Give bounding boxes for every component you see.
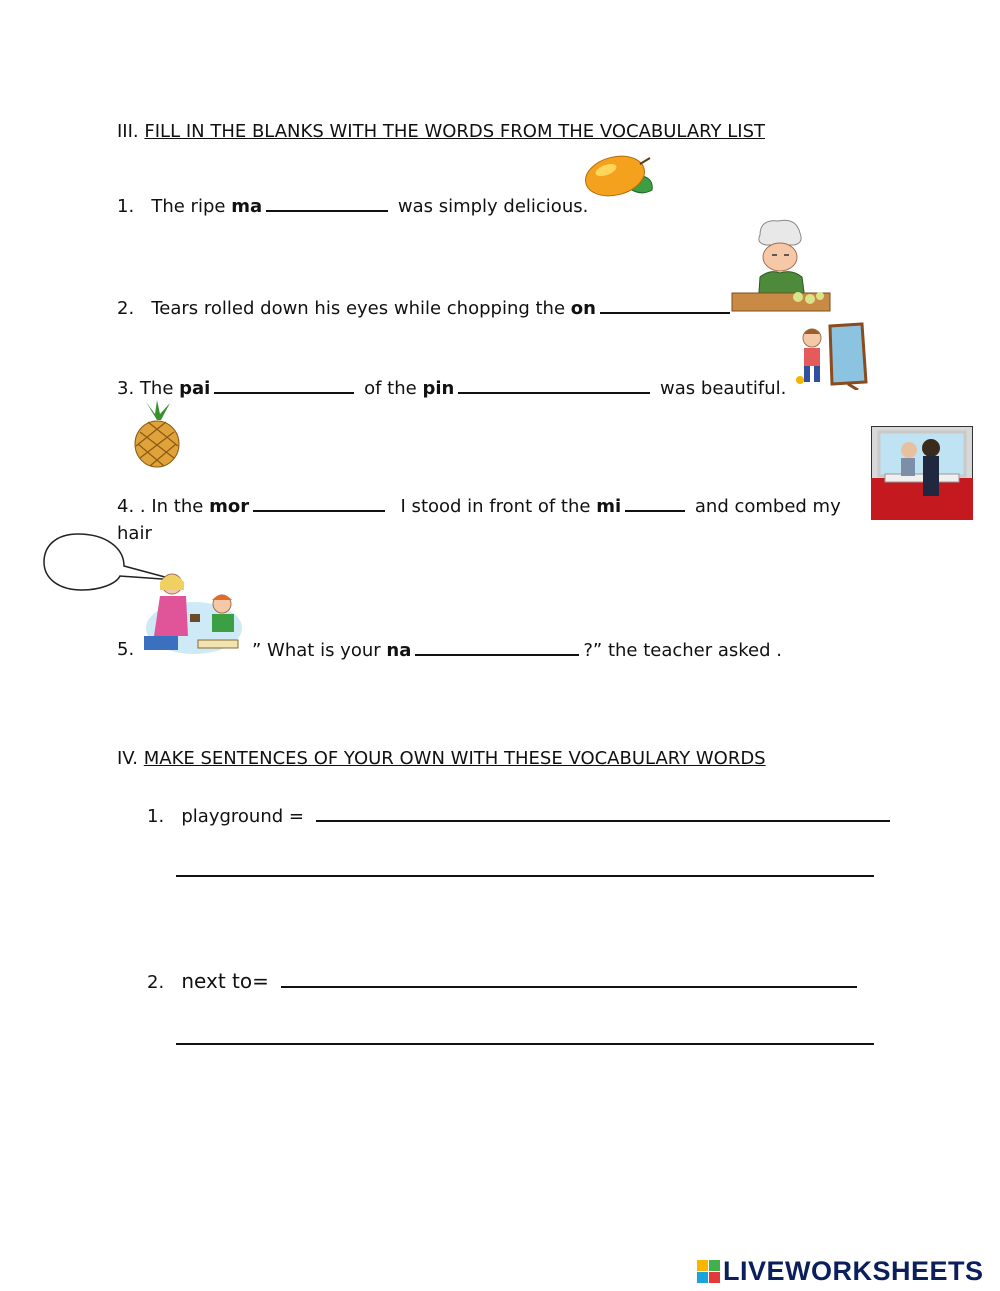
teacher-image xyxy=(140,570,248,658)
item-4-continuation: hair xyxy=(117,523,152,544)
item-1: 1. The ripe ma was simply delicious. xyxy=(117,196,589,217)
blank-mango[interactable] xyxy=(266,194,388,212)
section-4-numeral: IV. xyxy=(117,748,139,769)
sentence-1-line-2[interactable] xyxy=(176,875,874,877)
blank-morning[interactable] xyxy=(253,494,385,512)
item-5: 5. xyxy=(117,639,135,660)
section-4-title: MAKE SENTENCES OF YOUR OWN WITH THESE VOCABULARY WORDS xyxy=(143,748,766,769)
item-1-number: 1. xyxy=(117,196,135,217)
section-3-numeral: III. xyxy=(117,121,139,142)
sentence-2-line-1[interactable] xyxy=(281,968,857,988)
mango-image xyxy=(580,150,660,210)
pineapple-image xyxy=(128,400,186,468)
mirror-image xyxy=(871,426,973,520)
liveworksheets-logo xyxy=(697,1255,984,1287)
sentence-1-line-1[interactable] xyxy=(316,802,890,822)
item-4: 4. . In the mor I stood in front of the mi and combed my xyxy=(117,496,841,517)
section-3-title: FILL IN THE BLANKS WITH THE WORDS FROM THE VOCABULARY LIST xyxy=(144,121,765,142)
painting-image xyxy=(792,322,870,390)
blank-painting[interactable] xyxy=(214,376,354,394)
blank-onion[interactable] xyxy=(600,296,730,314)
chopping-onion-image xyxy=(730,215,832,315)
logo-text: LIVEWORKSHEETS xyxy=(723,1255,984,1286)
sentence-item-1: 1. playground = xyxy=(147,802,890,829)
blank-name[interactable] xyxy=(415,638,579,656)
logo-cubes-icon xyxy=(697,1260,720,1283)
sentence-2-line-2[interactable] xyxy=(176,1043,874,1045)
blank-mirror[interactable] xyxy=(625,494,685,512)
item-2: 2. Tears rolled down his eyes while chopping the on xyxy=(117,296,734,321)
item-3: 3. The pai of the pin was beautiful. xyxy=(117,378,787,399)
blank-pineapple[interactable] xyxy=(458,376,650,394)
item-5-sentence: ” What is your na ?” the teacher asked . xyxy=(252,640,783,661)
section-3-heading xyxy=(117,120,765,144)
sentence-item-2: 2. next to= xyxy=(147,968,857,995)
section-4-heading xyxy=(117,747,766,771)
